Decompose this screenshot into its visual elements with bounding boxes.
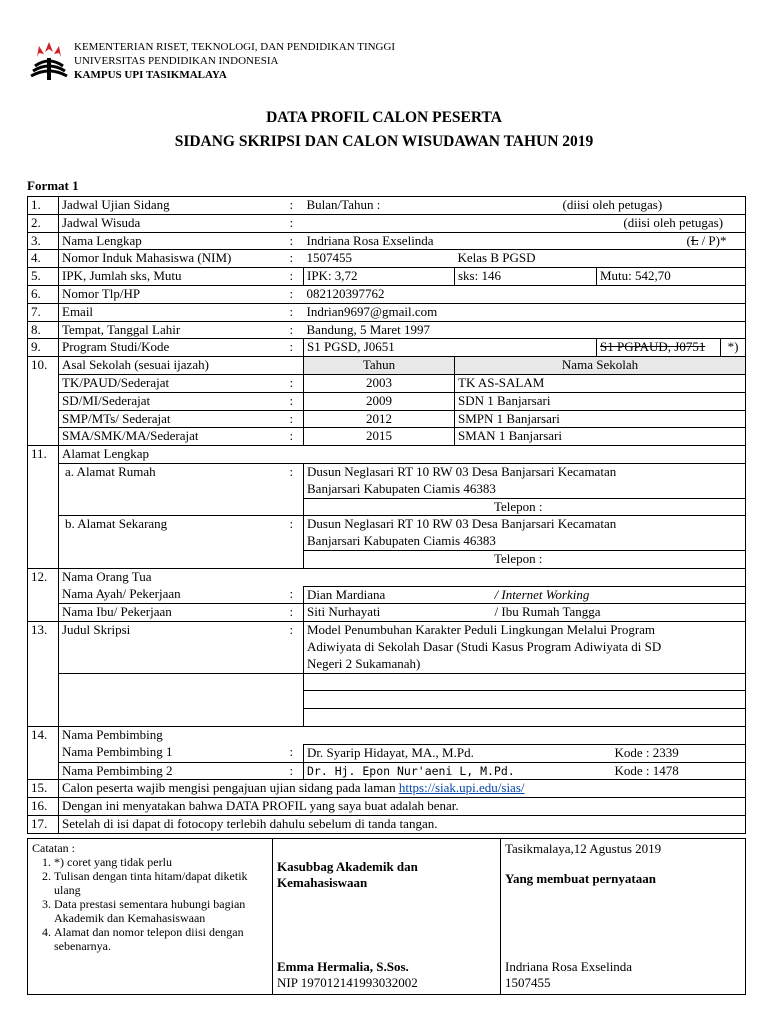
profile-table [27,196,746,834]
empty-cell [28,656,59,673]
school-row [28,410,746,428]
colon: : [287,232,304,250]
gender-suffix: / P)* [698,232,727,248]
gender-field [597,232,746,250]
row-email [28,303,746,321]
colon: : [287,744,304,762]
mother-job: / Ibu Rumah Tangga [455,604,746,622]
empty-cell [304,691,746,709]
instruction-body: Calon peserta wajib mengisi pengajuan ujian sidang pada laman [62,780,399,796]
row-orang-tua [28,568,746,586]
school-level: SMP/MTs/ Sederajat [59,410,287,428]
empty-cell [59,691,304,709]
school-year: 2012 [304,410,455,428]
colon: : [287,410,304,428]
field-value: Bulan/Tahun : [304,197,455,215]
colon: : [287,392,304,410]
phone-label: Telepon : [304,498,746,516]
school-name: SMPN 1 Banjarsari [455,410,746,428]
col-header-year: Tahun [304,357,455,375]
colon-empty [287,357,304,375]
colon: : [287,604,304,622]
school-name: TK AS-SALAM [455,374,746,392]
empty-cell [59,498,287,516]
siak-link[interactable]: https://siak.upi.edu/sias/ [398,780,525,796]
school-row [28,428,746,446]
empty-cell [28,533,59,550]
empty-cell [287,550,304,568]
colon: : [287,463,304,480]
row-number: 5. [28,268,59,286]
row-pembimbing-1 [28,744,746,762]
row-number: 3. [28,232,59,250]
address-line: Dusun Neglasari RT 10 RW 03 Desa Banjarsari Kecamatan [304,463,746,480]
colon: : [287,303,304,321]
upi-logo [27,40,71,84]
row-number: 4. [28,250,59,268]
field-label: Nama Ibu/ Pekerjaan [59,604,287,622]
empty-cell [28,516,59,533]
advisor-code: Kode : 2339 [597,744,746,762]
empty-cell [287,533,304,550]
official-signature-cell [273,839,501,995]
row-number: 2. [28,214,59,232]
field-label: Nama Ayah/ Pekerjaan [59,586,287,604]
school-year: 2015 [304,428,455,446]
empty-cell [28,586,59,604]
empty-cell [28,744,59,762]
kelas-value: Kelas B PGSD [455,250,746,268]
field-label: Nomor Induk Mahasiswa (NIM) [59,250,287,268]
colon: : [287,586,304,604]
row-ipk [28,268,746,286]
field-label: Judul Skripsi [59,622,287,639]
gender-prefix: ( [686,232,691,248]
note-item: 3. Data prestasi sementara hubungi bagian Akademik dan Kemahasiswaan [54,897,268,925]
ipk-value: IPK: 3,72 [304,268,455,286]
place-date: Tasikmalaya,12 Agustus 2019 [505,841,662,856]
empty-cell [59,533,287,550]
note-item: 1. *) coret yang tidak perlu [54,855,268,869]
field-label: IPK, Jumlah sks, Mutu [59,268,287,286]
empty-cell [59,550,287,568]
signature-table [27,838,746,995]
header-campus: KAMPUS UPI TASIKMALAYA [74,69,227,81]
colon: : [287,285,304,303]
empty-cell [28,639,59,656]
doc-title-line2: SIDANG SKRIPSI DAN CALON WISUDAWAN TAHUN 2019 [174,133,594,150]
school-year: 2009 [304,392,455,410]
maker-signature-cell [501,839,746,995]
alamat-rumah-line2 [28,481,746,498]
empty-cell [28,604,59,622]
empty-cell [59,673,304,691]
field-label: Tempat, Tanggal Lahir [59,321,287,339]
phone-label: Telepon : [304,550,746,568]
official-name: Emma Hermalia, S.Sos. [277,959,409,974]
field-value: 082120397762 [304,285,746,303]
alamat-rumah-phone [28,498,746,516]
field-label: b. Alamat Sekarang [59,516,287,533]
field-label: Nama Lengkap [59,232,287,250]
row-instruction-17 [28,815,746,833]
row-number: 10. [28,357,59,375]
empty-cell [28,463,59,480]
empty-cell [59,656,287,673]
address-line: Banjarsari Kabupaten Ciamis 46383 [304,481,746,498]
empty-cell [28,762,59,780]
row-number: 11. [28,446,59,464]
row-instruction-16 [28,798,746,816]
field-label: Nama Pembimbing 1 [59,744,287,762]
row-number: 6. [28,285,59,303]
doc-title-line1: DATA PROFIL CALON PESERTA [266,109,502,126]
address-line: Dusun Neglasari RT 10 RW 03 Desa Banjarsari Kecamatan [304,516,746,533]
field-label: Jadwal Wisuda [59,214,287,232]
school-name: SDN 1 Banjarsari [455,392,746,410]
colon: : [287,268,304,286]
field-label: Nama Pembimbing 2 [59,762,287,780]
field-value: S1 PGSD, J0651 [304,339,597,357]
field-label: Nomor Tlp/HP [59,285,287,303]
row-nama-lengkap [28,232,746,250]
row-ayah [28,586,746,604]
official-title-2: Kemahasiswaan [277,875,368,890]
row-nim [28,250,746,268]
row-number: 9. [28,339,59,357]
field-label: Asal Sekolah (sesuai ijazah) [59,357,287,375]
field-label: a. Alamat Rumah [59,463,287,480]
notes-list [32,855,268,953]
row-number: 7. [28,303,59,321]
row-number: 14. [28,726,59,744]
advisor-name: Dr. Hj. Epon Nur'aeni L, M.Pd. [304,762,597,780]
instruction-text: Setelah di isi dapat di fotocopy terlebih dahulu sebelum di tanda tangan. [59,815,746,833]
colon: : [287,428,304,446]
row-number: 17. [28,815,59,833]
note-item: 4. Alamat dan nomor telepon diisi dengan sebenarnya. [54,925,268,953]
row-number: 1. [28,197,59,215]
row-judul-skripsi [28,622,746,639]
empty-cell [287,639,304,656]
thesis-line: Adiwiyata di Sekolah Dasar (Studi Kasus Program Adiwiyata di SD [304,639,746,656]
row-jadwal-wisuda [28,214,746,232]
alamat-rumah-line1 [28,463,746,480]
row-telepon [28,285,746,303]
row-number: 15. [28,780,59,798]
colon: : [287,516,304,533]
empty-cell [59,709,304,727]
row-ibu [28,604,746,622]
colon: : [287,622,304,639]
thesis-line: Negeri 2 Sukamanah) [304,656,746,673]
field-label: Alamat Lengkap [59,446,746,464]
thesis-blank-row [28,673,746,691]
note-item: 2. Tulisan dengan tinta hitam/dapat diketik ulang [54,869,268,897]
colon: : [287,339,304,357]
row-prodi [28,339,746,357]
colon: : [287,250,304,268]
empty-cell [304,709,746,727]
thesis-row [28,639,746,656]
empty-cell [28,709,59,727]
address-line: Banjarsari Kabupaten Ciamis 46383 [304,533,746,550]
field-label: Program Studi/Kode [59,339,287,357]
format-label: Format 1 [27,178,79,193]
footnote-mark: *) [721,339,746,357]
row-pembimbing-2 [28,762,746,780]
header-university: UNIVERSITAS PENDIDIKAN INDONESIA [74,55,279,67]
sks-value: sks: 146 [455,268,597,286]
thesis-blank-row [28,691,746,709]
field-value: Indrian9697@gmail.com [304,303,746,321]
mutu-value: Mutu: 542,70 [597,268,746,286]
notes-title: Catatan : [32,841,75,855]
row-number: 12. [28,568,59,586]
father-job: / Internet Working [455,586,746,604]
field-note: (diisi oleh petugas) [455,197,746,215]
school-level: TK/PAUD/Sederajat [59,374,287,392]
empty-cell [28,428,59,446]
col-header-school: Nama Sekolah [455,357,746,375]
colon: : [287,197,304,215]
empty-cell [28,374,59,392]
colon: : [287,374,304,392]
field-value: 1507455 [304,250,455,268]
empty-cell [28,392,59,410]
field-label: Nama Pembimbing [59,726,746,744]
mother-name: Siti Nurhayati [304,604,455,622]
alamat-sekarang-phone [28,550,746,568]
thesis-row [28,656,746,673]
thesis-blank-row [28,709,746,727]
row-asal-sekolah [28,357,746,375]
row-pembimbing [28,726,746,744]
header-ministry: KEMENTERIAN RISET, TEKNOLOGI, DAN PENDIDIKAN TINGGI [74,41,396,53]
maker-name: Indriana Rosa Exselinda [505,959,633,974]
official-title: Kasubbag Akademik dan [277,859,418,874]
official-nip: NIP 197012141993032002 [277,975,418,990]
row-instruction-15 [28,780,746,798]
row-jadwal-ujian [28,197,746,215]
field-label: Nama Orang Tua [59,568,746,586]
row-number: 13. [28,622,59,639]
school-year: 2003 [304,374,455,392]
maker-nim: 1507455 [505,975,551,990]
field-label: Jadwal Ujian Sidang [59,197,287,215]
empty-cell [28,550,59,568]
school-level: SMA/SMK/MA/Sederajat [59,428,287,446]
school-name: SMAN 1 Banjarsari [455,428,746,446]
instruction-text [59,780,746,798]
empty-cell [287,481,304,498]
empty-cell [28,481,59,498]
empty-cell [59,481,287,498]
maker-title: Yang membuat pernyataan [505,871,656,886]
empty-cell [287,498,304,516]
father-name: Dian Mardiana [304,586,455,604]
row-number: 16. [28,798,59,816]
empty-cell [287,656,304,673]
alamat-sekarang-line1 [28,516,746,533]
empty-cell [304,673,746,691]
empty-cell [59,639,287,656]
advisor-name: Dr. Syarip Hidayat, MA., M.Pd. [304,744,597,762]
row-number: 8. [28,321,59,339]
alamat-sekarang-line2 [28,533,746,550]
colon: : [287,321,304,339]
thesis-line: Model Penumbuhan Karakter Peduli Lingkungan Melalui Program [304,622,746,639]
school-level: SD/MI/Sederajat [59,392,287,410]
empty-cell [28,498,59,516]
advisor-code: Kode : 1478 [597,762,746,780]
school-row [28,374,746,392]
instruction-text: Dengan ini menyatakan bahwa DATA PROFIL yang saya buat adalah benar. [59,798,746,816]
school-row [28,392,746,410]
colon: : [287,214,304,232]
gender-struck: L [690,232,699,248]
empty-cell [28,410,59,428]
empty-cell [28,673,59,691]
alt-prodi: S1 PGPAUD, J0751 [597,339,721,357]
field-note: (diisi oleh petugas) [304,214,746,232]
empty-cell [28,691,59,709]
field-value: Bandung, 5 Maret 1997 [304,321,746,339]
row-alamat [28,446,746,464]
field-value: Indriana Rosa Exselinda [304,232,597,250]
field-label: Email [59,303,287,321]
row-ttl [28,321,746,339]
notes-cell [28,839,273,995]
colon: : [287,762,304,780]
